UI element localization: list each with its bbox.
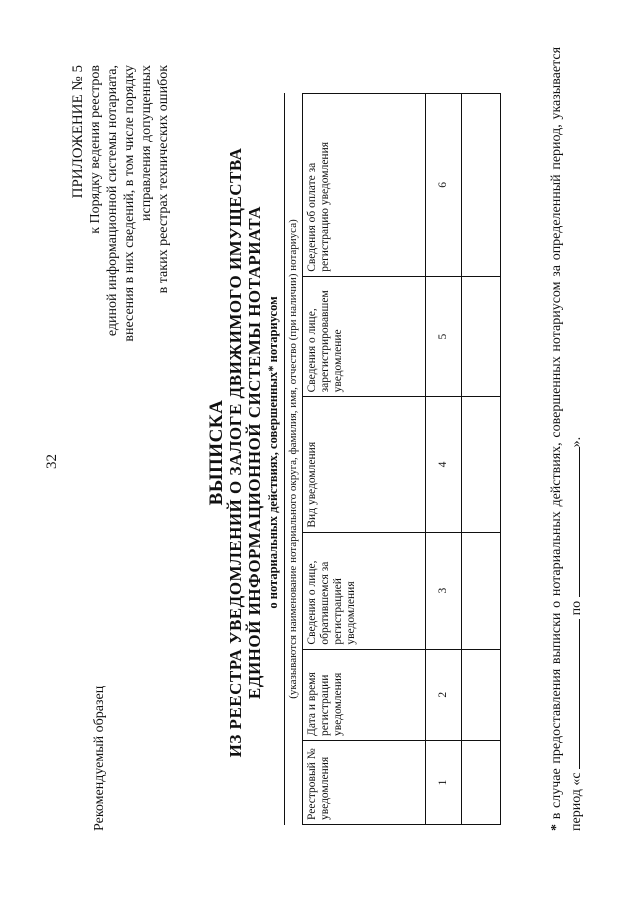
column-number: 2 — [426, 649, 462, 740]
header-cell: Сведения об оплате за регистрацию уведомления — [303, 94, 426, 277]
footnote-text: в случае предоставления выписки о нотариальных действиях, совершенных нотариусом за определенный период, указывается период «с — [549, 46, 584, 831]
column-number: 6 — [426, 94, 462, 277]
table-cell — [462, 649, 501, 740]
table-cell — [462, 397, 501, 532]
table-cell — [462, 532, 501, 649]
footnote — [547, 47, 587, 831]
header-cell: Сведения о лице, обратившемся за регистрацией уведомления — [303, 532, 426, 649]
appendix-line: к Порядку ведения реестров — [88, 65, 103, 234]
header-cell: Сведения о лице, зарегистрировавшем уведомление — [303, 276, 426, 397]
table-header-row — [303, 94, 426, 825]
appendix-block — [70, 65, 172, 445]
column-number: 1 — [426, 740, 462, 824]
column-number: 3 — [426, 532, 462, 649]
table-cell — [462, 276, 501, 397]
title-main: ВЫПИСКА — [206, 399, 227, 506]
header-cell: Реестровый № уведомления — [303, 740, 426, 824]
table-cell — [462, 94, 501, 277]
header-cell: Вид уведомления — [303, 397, 426, 532]
table-row — [462, 94, 501, 825]
footnote-end: ». — [569, 436, 584, 448]
sample-label: Рекомендуемый образец — [92, 685, 107, 831]
page-number: 32 — [44, 454, 60, 469]
period-end-blank — [567, 447, 580, 597]
appendix-title: ПРИЛОЖЕНИЕ № 5 — [70, 65, 86, 199]
appendix-line: исправления допущенных — [139, 65, 154, 221]
notary-caption: (указываются наименование нотариального округа, фамилия, имя, отчество (при наличии) нотариуса) — [287, 219, 299, 699]
footnote-to: по — [569, 600, 584, 616]
footnote-star: * — [549, 824, 564, 831]
title-line-2: ИЗ РЕЕСТРА УВЕДОМЛЕНИЙ О ЗАЛОГЕ ДВИЖИМОГО ИМУЩЕСТВА — [226, 147, 245, 758]
table-cell — [462, 740, 501, 824]
title-subtitle: о нотариальных действиях, совершенных* нотариусом — [266, 296, 280, 609]
column-number: 5 — [426, 276, 462, 397]
appendix-line: единой информационной системы нотариата, — [105, 65, 120, 337]
period-start-blank — [567, 619, 580, 769]
title-line-3: ЕДИНОЙ ИНФОРМАЦИОННОЙ СИСТЕМЫ НОТАРИАТА — [245, 205, 264, 700]
notary-underline — [284, 93, 285, 825]
document-title — [207, 0, 283, 905]
column-number: 4 — [426, 397, 462, 532]
appendix-line: внесения в них сведений, в том числе порядку — [122, 65, 137, 342]
register-table — [302, 93, 501, 825]
table-number-row — [426, 94, 462, 825]
appendix-line: в таких реестрах технических ошибок — [156, 65, 171, 294]
header-cell: Дата и время регистрации уведомления — [303, 649, 426, 740]
